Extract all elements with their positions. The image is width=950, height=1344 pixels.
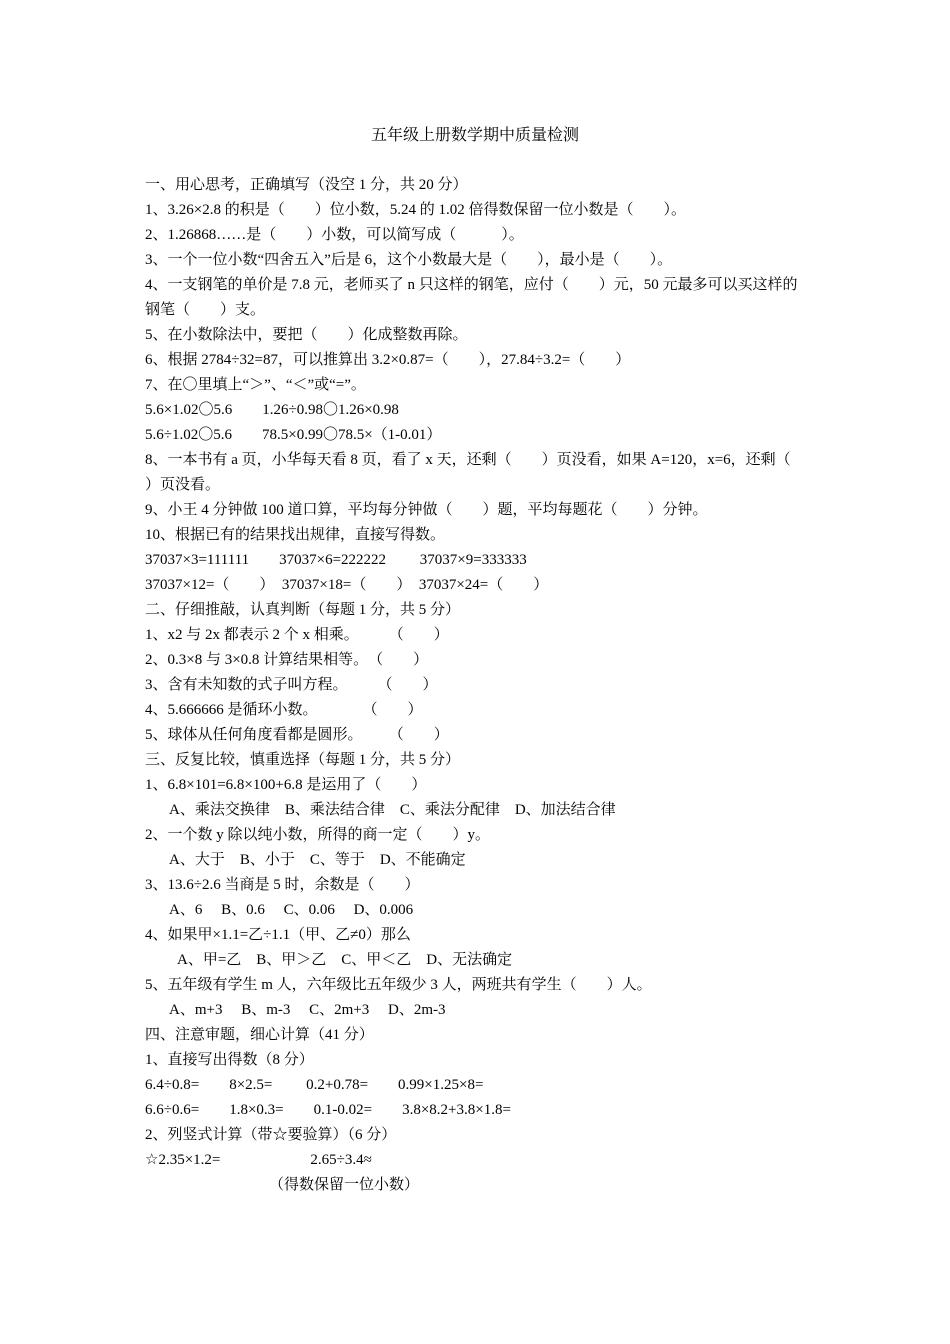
s1-question-7: 7、在〇里填上“＞”、“＜”或“=”。 (145, 377, 366, 393)
s1-question-8: 8、一本书有 a 页，小华每天看 8 页，看了 x 天，还剩（ ）页没看，如果 A=120，x=6，还剩（ ）页没看。 (145, 452, 821, 493)
section-2-heading: 二、仔细推敲，认真判断（每题 1 分，共 5 分） (145, 602, 461, 618)
exam-body (145, 173, 821, 1198)
s1-question-9: 9、小王 4 分钟做 100 道口算，平均每分钟做（ ）题，平均每题花（ ）分钟。 (145, 502, 708, 518)
s3-question-2: 2、一个数 y 除以纯小数，所得的商一定（ ）y。 (145, 827, 491, 843)
s1-question-7-row-a: 5.6×1.02〇5.6 1.26÷0.98〇1.26×0.98 (145, 402, 399, 418)
s2-question-5: 5、球体从任何角度看都是圆形。 （ ） (145, 727, 449, 743)
section-1-heading: 一、用心思考，正确填写（没空 1 分，共 20 分） (145, 177, 468, 193)
s3-question-1: 1、6.8×101=6.8×100+6.8 是运用了（ ） (145, 777, 427, 793)
s1-question-10-row-a: 37037×3=111111 37037×6=222222 37037×9=333333 (145, 552, 527, 568)
s3-question-1-options: A、乘法交换律 B、乘法结合律 C、乘法分配律 D、加法结合律 (169, 802, 616, 818)
s1-question-5: 5、在小数除法中，要把（ ）化成整数再除。 (145, 327, 468, 343)
s2-question-1: 1、x2 与 2x 都表示 2 个 x 相乘。 （ ） (145, 627, 449, 643)
s2-question-4: 4、5.666666 是循环小数。 （ ） (145, 702, 423, 718)
s4-part-1-row-b: 6.6÷0.6= 1.8×0.3= 0.1-0.02= 3.8×8.2+3.8×1.8= (145, 1102, 511, 1118)
s1-question-4: 4、一支钢笔的单价是 7.8 元，老师买了 n 只这样的钢笔，应付（ ）元，50 元最多可以买这样的钢笔（ ）支。 (145, 277, 798, 318)
s1-question-3: 3、一个一位小数“四舍五入”后是 6，这个小数最大是（ ），最小是（ ）。 (145, 252, 673, 268)
s1-question-1: 1、3.26×2.8 的积是（ ）位小数，5.24 的 1.02 倍得数保留一位小数是（ ）。 (145, 202, 686, 218)
s1-question-7-row-b: 5.6÷1.02〇5.6 78.5×0.99〇78.5×（1-0.01） (145, 427, 442, 443)
s1-question-10-row-b: 37037×12=（ ） 37037×18=（ ） 37037×24=（ ） (145, 577, 549, 593)
section-3-heading: 三、反复比较，慎重选择（每题 1 分，共 5 分） (145, 752, 461, 768)
s1-question-6: 6、根据 2784÷32=87，可以推算出 3.2×0.87=（ ），27.84÷3.2=（ ） (145, 352, 631, 368)
s1-question-2: 2、1.26868……是（ ）小数，可以简写成（ ）。 (145, 227, 524, 243)
s2-question-2: 2、0.3×8 与 3×0.8 计算结果相等。 （ ） (145, 652, 429, 668)
s4-part-2-row-a: ☆2.35×1.2= 2.65÷3.4≈ (145, 1152, 372, 1168)
s4-part-1-row-a: 6.4÷0.8= 8×2.5= 0.2+0.78= 0.99×1.25×8= (145, 1077, 484, 1093)
page-title: 五年级上册数学期中质量检测 (370, 127, 579, 144)
s3-question-3: 3、13.6÷2.6 当商是 5 时，余数是（ ） (145, 877, 420, 893)
s3-question-4-options: A、甲=乙 B、甲＞乙 C、甲＜乙 D、无法确定 (177, 952, 513, 968)
s4-part-2-note: （得数保留一位小数） (269, 1177, 420, 1193)
s3-question-3-options: A、6 B、0.6 C、0.06 D、0.006 (169, 902, 414, 918)
s3-question-5-options: A、m+3 B、m-3 C、2m+3 D、2m-3 (169, 1002, 446, 1018)
section-4-heading: 四、注意审题，细心计算（41 分） (145, 1027, 374, 1043)
s1-question-10: 10、根据已有的结果找出规律，直接写得数。 (145, 527, 446, 543)
s3-question-5: 5、五年级有学生 m 人，六年级比五年级少 3 人，两班共有学生（ ）人。 (145, 977, 652, 993)
s3-question-2-options: A、大于 B、小于 C、等于 D、不能确定 (169, 852, 466, 868)
s2-question-3: 3、含有未知数的式子叫方程。 （ ） (145, 677, 438, 693)
s3-question-4: 4、如果甲×1.1=乙÷1.1（甲、乙≠0）那么 (145, 927, 411, 943)
s4-part-2: 2、列竖式计算（带☆要验算）（6 分） (145, 1127, 397, 1143)
s4-part-1: 1、直接写出得数（8 分） (145, 1052, 314, 1068)
